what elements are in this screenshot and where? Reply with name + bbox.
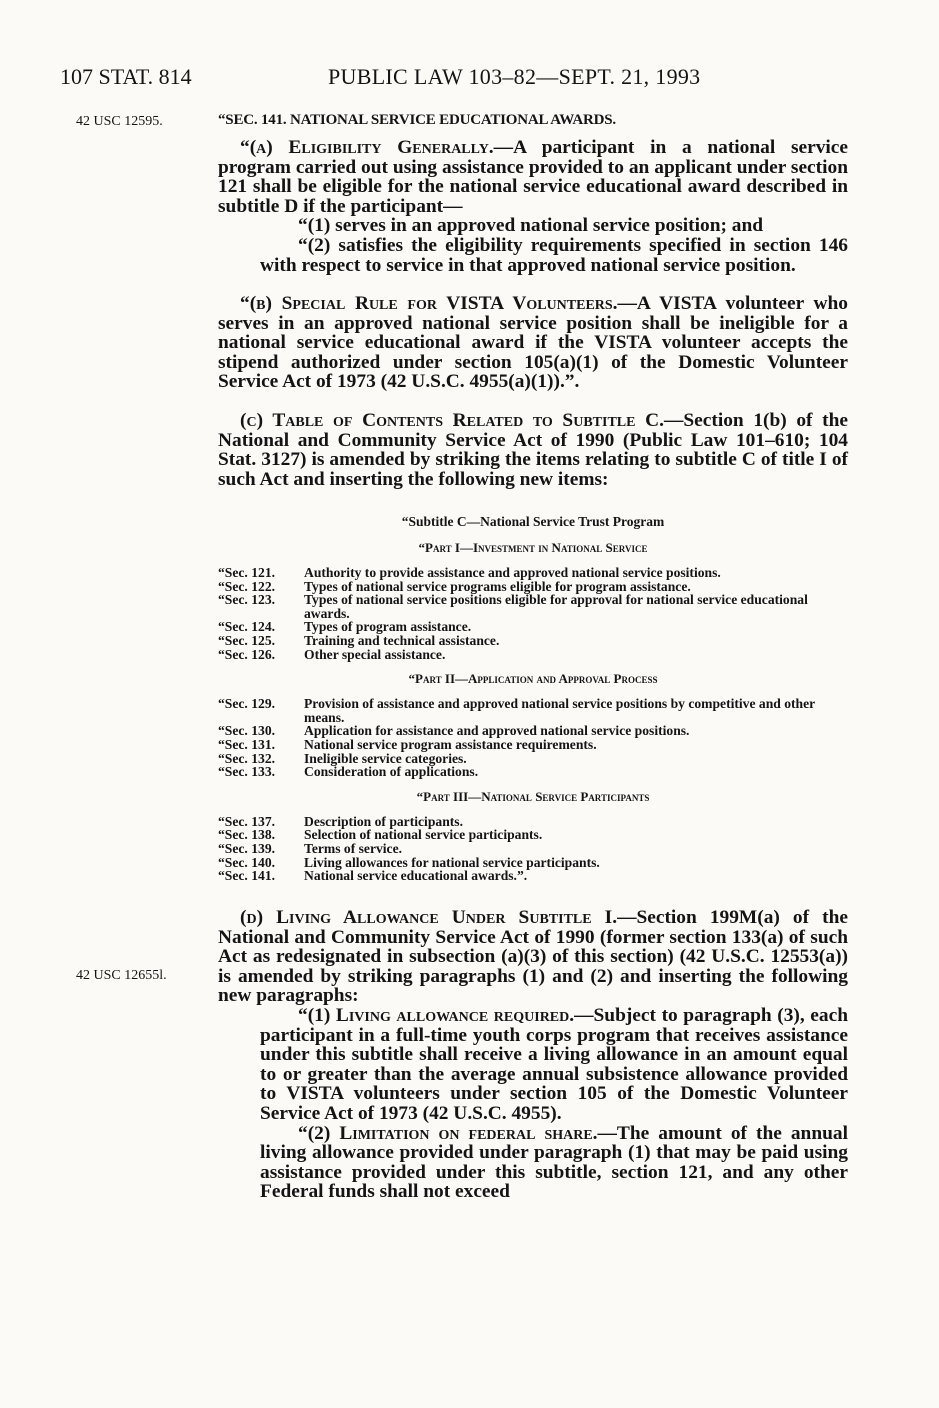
subsection-b [218,294,848,392]
toc-item-text: Description of participants. [304,813,463,829]
stat-page-number: 107 STAT. 814 [60,64,192,89]
toc-item [218,634,848,648]
subsection-a-body: —A participant in a national service program carried out using assistance provided to an applicant under section 121 shall be eligible for the national service educational award described in subtitle D if the participant— [218,137,849,217]
toc-item-text: Training and technical assistance. [304,632,500,648]
toc-subtitle-heading: “Subtitle C—National Service Trust Program [401,514,665,529]
toc-item-number: “Sec. 129. [218,696,276,712]
toc-item [218,738,848,752]
toc-item [218,869,848,883]
subsection-c-heading: (c) Table of Contents Related to Subtitle C. [240,410,664,431]
toc-item-text: Types of national service programs eligible for program assistance. [304,578,691,594]
toc-item-number: “Sec. 141. [218,868,276,884]
toc-item-number: “Sec. 131. [218,736,276,752]
toc-item-number: “Sec. 140. [218,854,276,870]
toc-part-2-list [218,697,848,779]
toc-item-text: Application for assistance and approved national service positions. [304,723,690,739]
toc-item [218,620,848,634]
toc-item [218,648,848,662]
toc-item-number: “Sec. 139. [218,840,276,856]
toc-part-3-heading: “Part III—National Service Participants [416,788,650,804]
toc-item-number: “Sec. 133. [218,764,276,780]
subsection-b-text [218,294,848,392]
toc-item-number: “Sec. 121. [218,565,276,580]
toc-item [218,580,848,594]
subsection-b-body: —A VISTA volunteer who serves in an approved national service position shall be ineligible for a national service educational award if the VISTA volunteer accepts the stipend authorized under section 105(a)(1) of the Domestic Volunteer Service Act of 1973 (42 U.S.C. 4955(a)(1)).”. [218,293,848,393]
toc-item-number: “Sec. 138. [218,827,276,843]
toc-item-text: Types of national service positions eligible for approval for national service educational awards. [304,592,808,621]
toc-item-text: Authority to provide assistance and approved national service positions. [304,565,721,580]
paragraph-d2-body: —The amount of the annual living allowance provided under paragraph (1) that may be paid using assistance provided under this subtitle, section 121, and any other Federal funds shall not exceed [260,1122,848,1203]
subsection-c-body: —Section 1(b) of the National and Community Service Act of 1990 (Public Law 101–610; 104 Stat. 3127) is amended by striking the items relating to subtitle C of title I of such Act and inserting the following new items: [218,410,848,490]
toc-item-number: “Sec. 122. [218,578,276,594]
toc-item-text: Terms of service. [304,840,403,856]
subsection-c [218,411,848,489]
public-law-title: PUBLIC LAW 103–82—SEPT. 21, 1993 [328,64,701,89]
toc-item [218,842,848,856]
toc-part-3-list [218,815,848,883]
toc-item-text: Living allowances for national service participants. [304,854,600,870]
toc-item [218,828,848,842]
subsection-d-text [218,908,848,1006]
toc-item-number: “Sec. 125. [218,632,276,648]
paragraph-a1: “(1) serves in an approved national service position; and [298,215,764,237]
toc-item [218,765,848,779]
toc-item-number: “Sec. 124. [218,619,276,635]
subsection-a [218,138,848,275]
toc-item-text: Types of program assistance. [304,619,472,635]
paragraph-a2: “(2) satisfies the eligibility requirements specified in section 146 with respect to service in that approved national service position. [260,234,848,276]
subsection-d [218,908,848,1202]
margin-note-usc-12595: 42 USC 12595. [76,114,163,129]
toc-item-number: “Sec. 123. [218,592,276,608]
paragraph-d1-heading: “(1) Living allowance required. [298,1004,575,1026]
subsection-c-text [218,411,848,489]
section-141 [218,112,848,129]
paragraph-d1 [218,1006,848,1124]
toc-item-text: Provision of assistance and approved national service positions by competitive and other means. [304,696,815,725]
subsection-a-text [218,138,848,216]
toc-item [218,752,848,766]
toc-item-text: Consideration of applications. [304,764,479,780]
toc-item-number: “Sec. 137. [218,813,276,829]
toc-item [218,697,848,724]
toc-item [218,724,848,738]
paragraph-d2 [218,1124,848,1202]
subsection-b-heading: “(b) Special Rule for VISTA Volunteers. [240,293,618,314]
toc-part-1-list [218,566,848,661]
toc-item [218,593,848,620]
table-of-contents [218,514,848,883]
toc-part-1-heading: “Part I—Investment in National Service [418,540,648,555]
toc-item [218,566,848,580]
toc-item-number: “Sec. 132. [218,750,276,766]
subsection-d-body: —Section 199M(a) of the National and Community Service Act of 1990 (former section 133(a) of such Act as redesignated in subsection (a)(3) of this section) (42 U.S.C. 12553(a)) is amended by striking paragraphs (1) and (2) and inserting the following new paragraphs: [218,907,848,1007]
subsection-a-heading: “(a) Eligibility Generally. [240,137,494,158]
toc-item [218,815,848,829]
toc-item-number: “Sec. 130. [218,723,276,739]
page-header [60,64,847,94]
paragraph-d2-heading: “(2) Limitation on federal share. [298,1122,598,1144]
toc-item-text: National service educational awards.”. [304,868,528,884]
toc-part-2-heading: “Part II—Application and Approval Process [408,671,658,687]
margin-note-usc-12655l: 42 USC 12655l. [76,968,167,983]
toc-item-text: National service program assistance requirements. [304,736,597,752]
paragraph-d1-body: —Subject to paragraph (3), each participant in a full-time youth corps program that receives assistance under this subtitle shall receive a living allowance in an amount equal to or greater than the average annual subsistence allowance provided to VISTA volunteers under section 105 of the Domestic Volunteer Service Act of 1973 (42 U.S.C. 4955). [260,1004,848,1124]
toc-item-text: Selection of national service participants. [304,827,543,843]
toc-item [218,856,848,870]
toc-item-text: Ineligible service categories. [304,750,467,766]
section-heading: “SEC. 141. NATIONAL SERVICE EDUCATIONAL AWARDS. [218,112,616,128]
subsection-d-heading: (d) Living Allowance Under Subtitle I. [240,907,618,928]
toc-item-number: “Sec. 126. [218,646,276,662]
toc-item-text: Other special assistance. [304,646,446,662]
